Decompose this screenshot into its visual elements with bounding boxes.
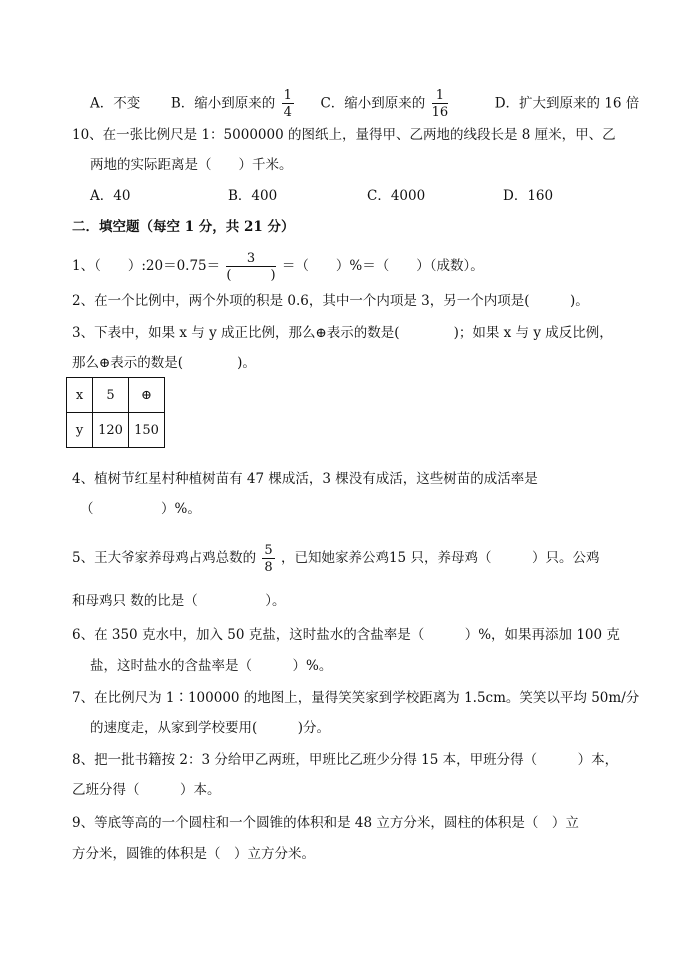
- f9-line2: 方分米，圆锥的体积是（ ）立方分米。: [72, 846, 315, 862]
- f5-line1: [72, 536, 599, 580]
- f7-line2: 的速度走，从家到学校要用( )分。: [90, 720, 331, 736]
- f5-line2: 和母鸡只 数的比是（ ）。: [72, 593, 286, 609]
- section-title: 二．填空题（每空 1 分，共 21 分）: [72, 219, 295, 235]
- table-cell: 150: [129, 413, 165, 448]
- q10-line1: 10、在一张比例尺是 1：5000000 的图纸上，量得甲、乙两地的线段长是 8 厘米，甲、乙: [72, 127, 616, 143]
- f9-line1: 9、等底等高的一个圆柱和一个圆锥的体积和是 48 立方分米，圆柱的体积是（ ）立: [72, 815, 579, 831]
- table-row: [67, 378, 165, 413]
- q9-option-a: A．不变: [90, 95, 141, 112]
- q10-line2: 两地的实际距离是（ ）千米。: [90, 157, 293, 173]
- f1-line: [72, 246, 484, 286]
- q10-option-d: D．160: [503, 188, 554, 204]
- f8-line1: 8、把一批书籍按 2：3 分给甲乙两班，甲班比乙班少分得 15 本，甲班分得（ ）本，: [72, 752, 619, 768]
- table-cell: x: [67, 378, 93, 413]
- f6-line1: 6、在 350 克水中，加入 50 克盐，这时盐水的含盐率是（ ）%，如果再添加 100 克: [72, 627, 620, 643]
- q9-option-b-fraction: [282, 89, 294, 119]
- fraction-numerator: 3: [226, 252, 275, 267]
- f1-prefix: 1、（ ）:20＝0.75＝: [72, 258, 221, 274]
- table-cell: ⊕: [129, 378, 165, 413]
- f5-suffix: ，已知她家养公鸡15 只，养母鸡（ ）只。公鸡: [280, 550, 600, 566]
- f1-suffix: ＝（ ）%＝（ ）（成数）。: [281, 258, 484, 274]
- fraction-denominator: 4: [283, 105, 292, 120]
- table-cell: 120: [93, 413, 129, 448]
- f5-prefix: 5、王大爷家养母鸡占鸡总数的: [72, 550, 257, 566]
- f3-line2: 那么⊕表示的数是( )。: [72, 355, 256, 371]
- fraction-numerator: 1: [283, 88, 292, 103]
- fraction-numerator: 5: [264, 542, 273, 558]
- q9-option-c-text: C．缩小到原来的: [320, 95, 426, 112]
- f4-line2: （ ）%。: [80, 501, 201, 517]
- fraction-denominator: ( ): [226, 267, 276, 283]
- f2-line: 2、在一个比例中，两个外项的积是 0.6，其中一个内项是 3，另一个内项是( )。: [72, 293, 589, 309]
- fraction-denominator: 8: [264, 559, 273, 575]
- table-cell: 5: [93, 378, 129, 413]
- f6-line2: 盐，这时盐水的含盐率是（ ）%。: [90, 658, 333, 674]
- f3-line1: 3、下表中，如果 x 与 y 成正比例，那么⊕表示的数是( )；如果 x 与 y 成反比例，: [72, 325, 613, 341]
- f7-line1: 7、在比例尺为 1∶100000 的地图上，量得笑笑家到学校距离为 1.5cm。笑笑以平均 50m/分: [72, 690, 640, 706]
- xy-table: [66, 377, 165, 448]
- q9-option-c-fraction: [432, 89, 449, 119]
- q10-option-a: A．40: [90, 188, 131, 204]
- f4-line1: 4、植树节红星村种植树苗有 47 棵成活，3 棵没有成活，这些树苗的成活率是: [72, 471, 538, 487]
- q10-option-b: B．400: [228, 188, 278, 204]
- q9-option-b-text: B．缩小到原来的: [170, 95, 276, 112]
- f8-line2: 乙班分得（ ）本。: [72, 782, 221, 798]
- q9-option-d: D．扩大到原来的 16 倍: [494, 95, 640, 112]
- f1-fraction: [226, 252, 275, 282]
- table-row: [67, 413, 165, 448]
- q10-option-c: C．4000: [367, 188, 426, 204]
- f5-fraction: [262, 544, 274, 574]
- q9-options-line: [90, 89, 639, 119]
- table-cell: y: [67, 413, 93, 448]
- fraction-denominator: 16: [431, 105, 449, 120]
- fraction-numerator: 1: [432, 89, 449, 104]
